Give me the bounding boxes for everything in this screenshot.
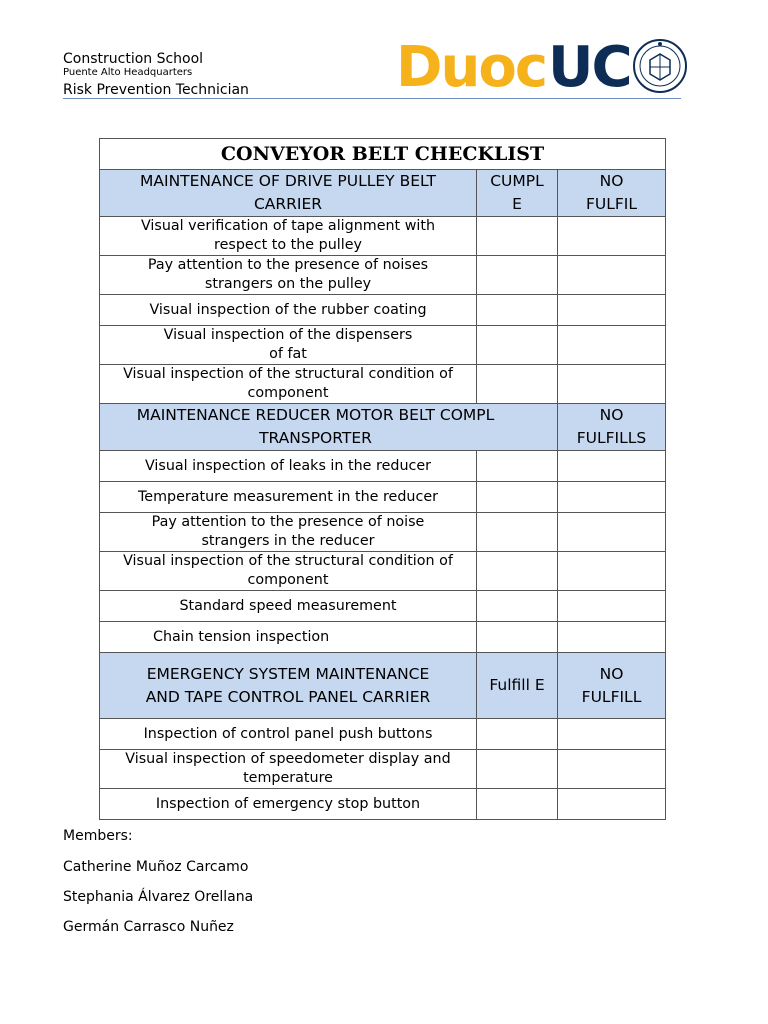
comply-cell[interactable] [477,591,558,622]
university-seal-icon [632,38,688,94]
checklist-title: CONVEYOR BELT CHECKLIST [100,139,666,170]
checklist-item: Visual inspection of speedometer display and temperature [100,750,477,789]
section-heading: MAINTENANCE REDUCER MOTOR BELT COMPL TRANSPORTER [100,404,558,451]
no-comply-cell[interactable] [558,451,666,482]
no-comply-cell[interactable] [558,591,666,622]
checklist-table [99,138,666,820]
member-name: Stephania Álvarez Orellana [63,889,254,905]
table-row [100,750,666,789]
table-row [100,256,666,295]
school-name: Construction School [63,51,204,67]
comply-column-header: CUMPL E [477,170,558,217]
comply-cell[interactable] [477,750,558,789]
checklist-item: Visual inspection of the structural condition of component [100,552,477,591]
member-name: Germán Carrasco Nuñez [63,919,234,935]
table-row [100,326,666,365]
checklist-item: Visual inspection of the dispensers of fat [100,326,477,365]
no-comply-cell[interactable] [558,622,666,653]
comply-cell[interactable] [477,482,558,513]
checklist-item: Temperature measurement in the reducer [100,482,477,513]
no-comply-column-header: NO FULFILLS [558,404,666,451]
no-comply-column-header: NO FULFIL [558,170,666,217]
no-comply-cell[interactable] [558,256,666,295]
no-comply-cell[interactable] [558,750,666,789]
no-comply-cell[interactable] [558,513,666,552]
checklist-item: Pay attention to the presence of noises strangers on the pulley [100,256,477,295]
section-header-row [100,404,666,451]
comply-cell[interactable] [477,513,558,552]
checklist-item: Visual inspection of the structural condition of component [100,365,477,404]
comply-cell[interactable] [477,622,558,653]
comply-cell[interactable] [477,217,558,256]
checklist-item: Inspection of emergency stop button [100,789,477,820]
section-header-row [100,653,666,719]
program-name: Risk Prevention Technician [63,82,249,98]
no-comply-cell[interactable] [558,552,666,591]
table-row [100,217,666,256]
checklist-item: Visual inspection of the rubber coating [100,295,477,326]
members-label: Members: [63,828,133,844]
comply-cell[interactable] [477,365,558,404]
headquarters-name: Puente Alto Headquarters [63,67,193,78]
table-row [100,295,666,326]
comply-column-header: Fulfill E [477,653,558,719]
section-heading: EMERGENCY SYSTEM MAINTENANCE AND TAPE CONTROL PANEL CARRIER [100,653,477,719]
no-comply-cell[interactable] [558,326,666,365]
table-row [100,365,666,404]
no-comply-cell[interactable] [558,365,666,404]
logo-duoc-text: Duoc [396,35,547,100]
no-comply-column-header: NO FULFILL [558,653,666,719]
checklist-item: Chain tension inspection [100,622,477,653]
table-row [100,591,666,622]
logo-uc-text: UC [548,35,631,100]
checklist-item: Standard speed measurement [100,591,477,622]
no-comply-cell[interactable] [558,482,666,513]
table-row [100,789,666,820]
checklist-item: Inspection of control panel push buttons [100,719,477,750]
table-row [100,482,666,513]
table-row [100,451,666,482]
comply-cell[interactable] [477,552,558,591]
section-heading: MAINTENANCE OF DRIVE PULLEY BELT CARRIER [100,170,477,217]
comply-cell[interactable] [477,451,558,482]
table-row [100,552,666,591]
section-header-row [100,170,666,217]
table-row [100,622,666,653]
table-row [100,719,666,750]
no-comply-cell[interactable] [558,217,666,256]
comply-cell[interactable] [477,326,558,365]
no-comply-cell[interactable] [558,719,666,750]
comply-cell[interactable] [477,719,558,750]
checklist-item: Visual verification of tape alignment with respect to the pulley [100,217,477,256]
no-comply-cell[interactable] [558,789,666,820]
member-name: Catherine Muñoz Carcamo [63,859,249,875]
no-comply-cell[interactable] [558,295,666,326]
checklist-item: Visual inspection of leaks in the reducer [100,451,477,482]
comply-cell[interactable] [477,256,558,295]
comply-cell[interactable] [477,295,558,326]
table-row [100,513,666,552]
duoc-uc-logo [396,36,696,100]
comply-cell[interactable] [477,789,558,820]
checklist-item: Pay attention to the presence of noise strangers in the reducer [100,513,477,552]
